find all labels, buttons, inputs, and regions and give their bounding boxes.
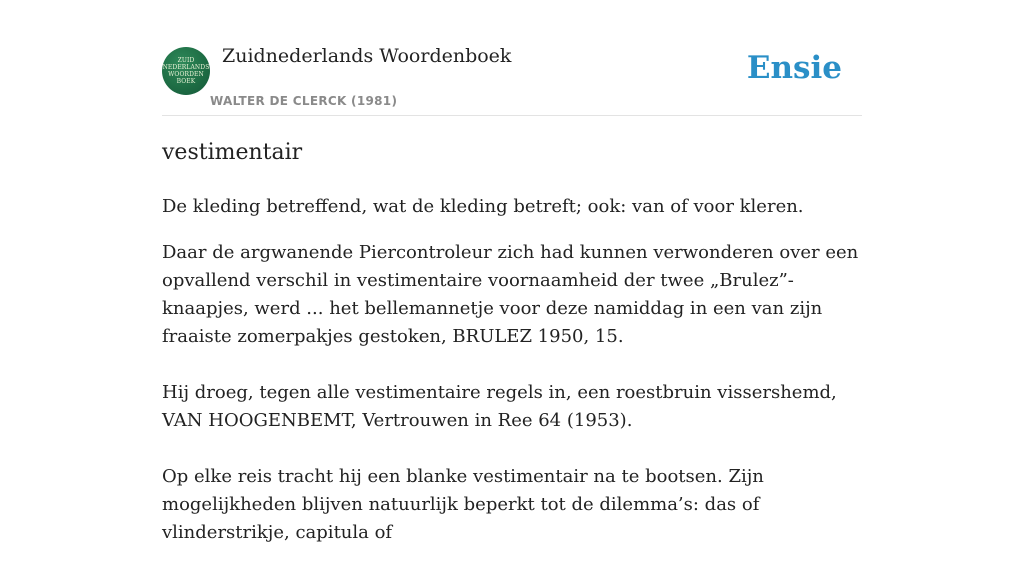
logo-text-line-2: NEDERLANDS (162, 64, 210, 71)
logo-text-line-1: ZUID (177, 57, 195, 64)
logo-text-line-4: BOEK (176, 78, 196, 85)
source-title[interactable]: Zuidnederlands Woordenboek (222, 45, 512, 67)
headword: vestimentair (162, 140, 303, 165)
brand-logo[interactable]: Ensie (746, 50, 842, 86)
source-header (162, 40, 862, 116)
citation-list (162, 239, 862, 575)
dictionary-logo[interactable] (162, 47, 210, 95)
citation-1: Daar de argwanende Piercontroleur zich had kunnen verwonderen over een opvallend verschil in vestimentaire voornaamheid der twee „Brulez”-knaapjes, werd ... het bellemannetje voor deze namiddag in een van zijn fraaiste zomerpakjes gestoken, BRULEZ 1950, 15. (162, 242, 859, 347)
citation-3: Op elke reis tracht hij een blanke vestimentair na te bootsen. Zijn mogelijkheden blijven natuurlijk beperkt tot de dilemma’s: das of vlinderstrikje, capitula of (162, 466, 764, 543)
source-author: WALTER DE CLERCK (1981) (210, 94, 398, 108)
definition: De kleding betreffend, wat de kleding betreft; ook: van of voor kleren. (162, 196, 804, 217)
logo-text-line-3: WOORDEN (168, 71, 204, 78)
citation-2: Hij droeg, tegen alle vestimentaire regels in, een roestbruin vissershemd, VAN HOOGENBEMT, Vertrouwen in Ree 64 (1953). (162, 382, 837, 431)
